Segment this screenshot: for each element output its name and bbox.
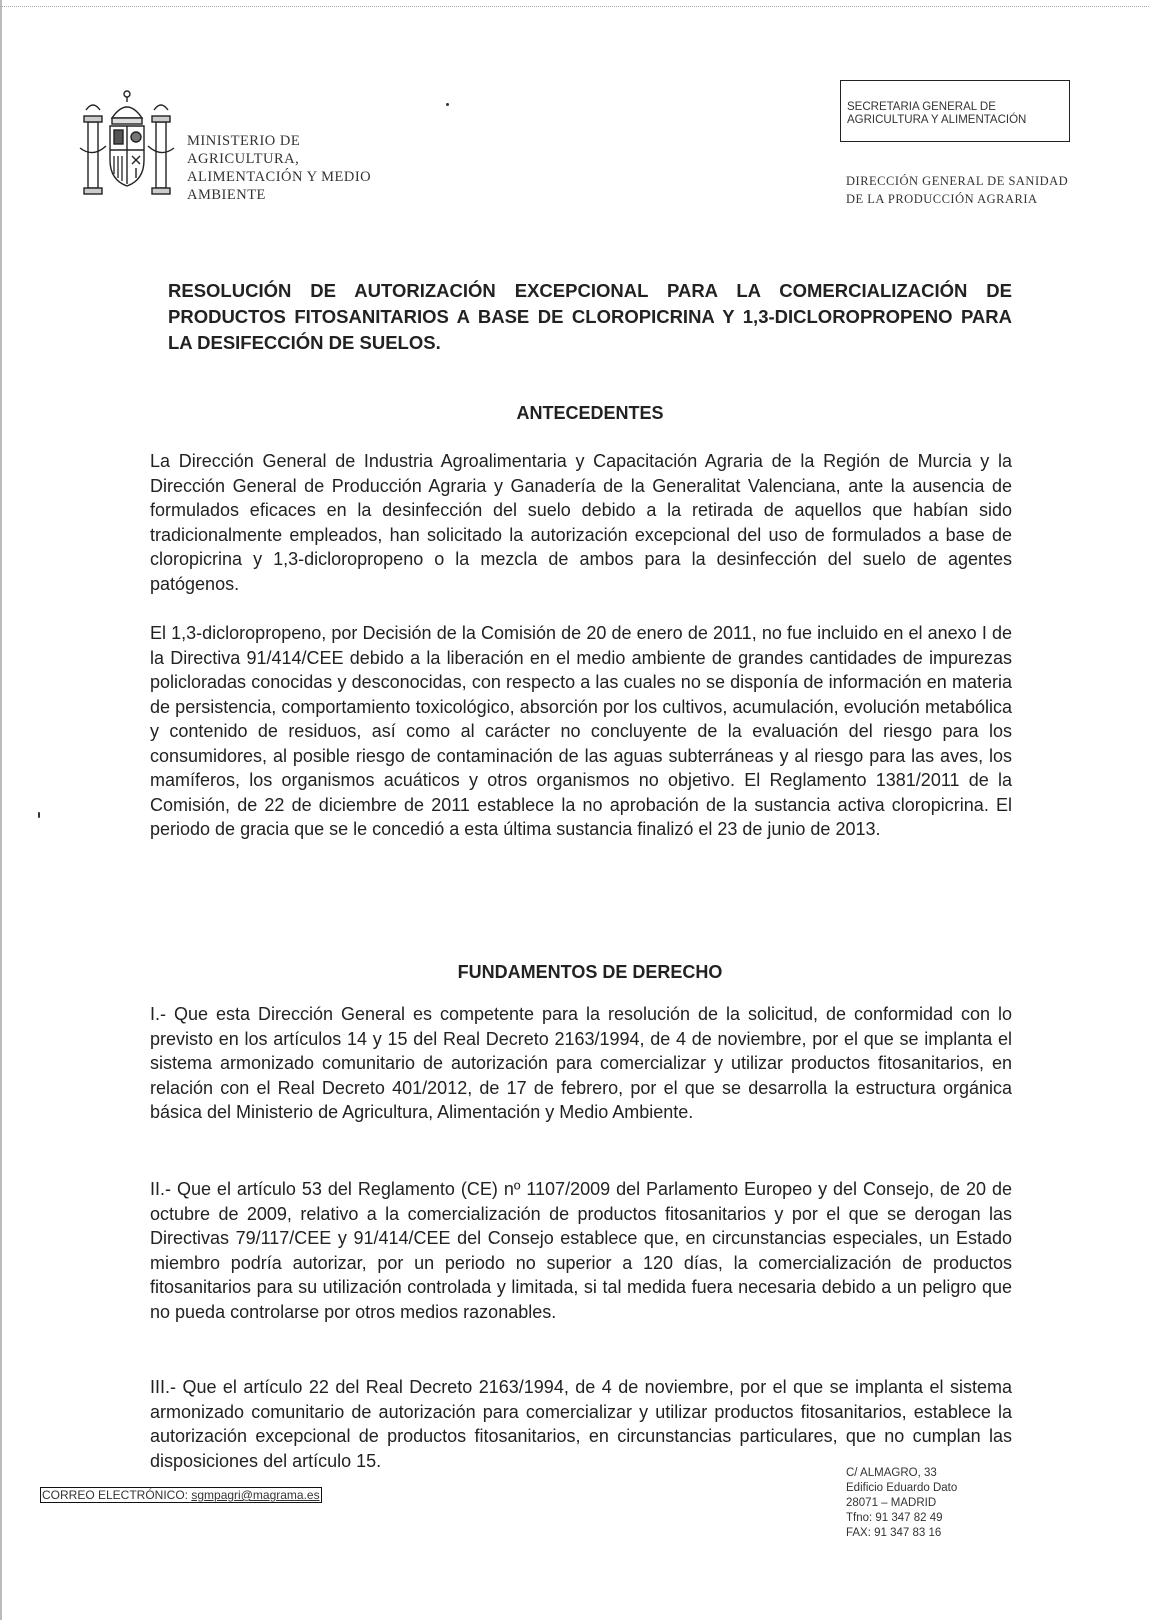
fundamentos-heading: FUNDAMENTOS DE DERECHO — [457, 962, 723, 982]
ministry-name: MINISTERIO DE AGRICULTURA, ALIMENTACIÓN Y MEDIO AMBIENTE — [187, 133, 372, 203]
email-footer: CORREO ELECTRÓNICO: sgmpagri@magrama.es — [42, 1488, 320, 1502]
antecedentes-heading: ANTECEDENTES — [516, 403, 664, 423]
secretariat-box: SECRETARIA GENERAL DE AGRICULTURA Y ALIMENTACIÓN — [840, 80, 1070, 142]
scan-edge — [0, 0, 2, 1620]
fundamentos-paragraph: II.- Que el artículo 53 del Reglamento (CE) nº 1107/2009 del Parlamento Europeo y del Consejo, de 20 de octubre de 2009, relativo a la comercialización de productos fitosanitarios y por el que se derogan las Directivas 79/117/CEE y 91/414/CEE del Consejo establece que, en circunstancias especiales, un Estado miembro podría autorizar, por un periodo no superior a 120 días, la comercialización de productos fitosanitarios para su utilización controlada y limitada, si tal medida fuera necesaria debido a un peligro que no pueda controlarse por otros medios razonables. — [150, 1179, 1012, 1322]
directorate-name: DIRECCIÓN GENERAL DE SANIDAD DE LA PRODUCCIÓN AGRARIA — [846, 174, 1069, 206]
fundamentos-paragraph: III.- Que el artículo 22 del Real Decreto 2163/1994, de 4 de noviembre, por el que se implanta el sistema armonizado comunitario de autorización para comercializar y utilizar productos fitosanitarios, establece la autorización excepcional de productos fitosanitarios, en circunstancias particulares, que no cumplan las disposiciones del artículo 15. — [150, 1377, 1012, 1471]
postal-address: C/ ALMAGRO, 33 Edificio Eduardo Dato 28071 – MADRID Tfno: 91 347 82 49 FAX: 91 347 83 16 — [846, 1467, 958, 1539]
scan-edge-top — [0, 6, 1149, 8]
scan-speck — [38, 812, 40, 818]
scan-speck — [446, 103, 449, 106]
fundamentos-paragraph: I.- Que esta Dirección General es competente para la resolución de la solicitud, de conformidad con lo previsto en los artículos 14 y 15 del Real Decreto 2163/1994, de 4 de noviembre, por el que se implanta el sistema armonizado comunitario de autorización para comercializar y utilizar productos fitosanitarios, en relación con el Real Decreto 401/2012, de 17 de febrero, por el que se desarrolla la estructura orgánica básica del Ministerio de Agricultura, Alimentación y Medio Ambiente. — [150, 1004, 1012, 1122]
antecedentes-paragraph: El 1,3-dicloropropeno, por Decisión de la Comisión de 20 de enero de 2011, no fue incluido en el anexo I de la Directiva 91/414/CEE debido a la liberación en el medio ambiente de grandes cantidades de impurezas policloradas conocidas y desconocidas, con respecto a las cuales no se disponía de información en materia de persistencia, comportamiento toxicológico, absorción por los cultivos, acumulación, evolución metabólica y contenido de residuos, así como al carácter no concluyente de la evaluación del riesgo para los consumidores, al posible riesgo de contaminación de las aguas subterráneas y al riesgo para las aves, los mamíferos, los organismos acuáticos y otros organismos no objetivo. El Reglamento 1381/2011 de la Comisión, de 22 de diciembre de 2011 establece la no aprobación de la sustancia activa cloropicrina. El periodo de gracia que se le concedió a esta última sustancia finalizó el 23 de junio de 2013. — [150, 623, 1012, 839]
coat-of-arms-icon — [78, 88, 176, 204]
email-link[interactable]: sgmpagri@magrama.es — [191, 1488, 320, 1502]
antecedentes-paragraph: La Dirección General de Industria Agroalimentaria y Capacitación Agraria de la Región de Murcia y la Dirección General de Producción Agraria y Ganadería de la Generalitat Valenciana, ante la ausencia de formulados eficaces en la desinfección del suelo debido a la retirada de aquellos que habían sido tradicionalmente empleados, han solicitado la autorización excepcional del uso de formulados a base de cloropicrina y 1,3-dicloropropeno o la mezcla de ambos para la desinfección del suelo de agentes patógenos. — [150, 451, 1012, 594]
document-title: RESOLUCIÓN DE AUTORIZACIÓN EXCEPCIONAL PARA LA COMERCIALIZACIÓN DE PRODUCTOS FITOSANITARIOS A BASE DE CLOROPICRINA Y 1,3-DICLOROPROPENO PARA LA DESIFECCIÓN DE SUELOS. — [168, 280, 1012, 353]
